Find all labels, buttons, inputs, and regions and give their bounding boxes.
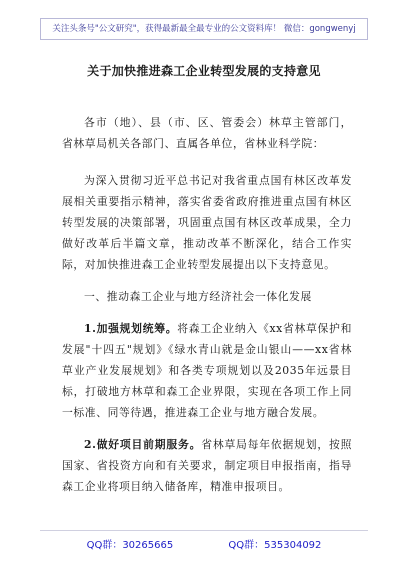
item-1-body: 将森工企业纳入《xx省林草保护和发展"十四五"规划》《绿水青山就是金山银山——xx省林草业产业发展规划》和各类专项规划以及2035年远景目标，打破地方林草和森工企业界限，实现在各项工作上同一标准、同等待遇，推进森工企业与地方融合发展。	[62, 322, 353, 419]
item-1-lead: 1.加强规划统筹。	[84, 322, 178, 335]
footer	[0, 536, 408, 551]
salutation-paragraph: 各市（地）、县（市、区、管委会）林草主管部门，省林草局机关各部门、直属各单位，省林业科学院：	[62, 116, 352, 150]
header-banner: 关注头条号"公文研究"，获得最新最全最专业的公文资料库！ 微信：gongwenyj	[40, 18, 368, 40]
item-1-paragraph	[62, 318, 352, 423]
qq-group-1: QQ群：30265665	[86, 540, 174, 551]
footer-divider	[40, 530, 368, 531]
page-title: 关于加快推进森工企业转型发展的支持意见	[87, 64, 321, 78]
item-2-paragraph	[62, 434, 352, 497]
item-2-lead: 2.做好项目前期服务。	[84, 438, 202, 451]
section-heading: 一、推动森工企业与地方经济社会一体化发展	[84, 290, 312, 303]
item-2-body: 省林草局每年依据规划，按照国家、省投资方向和有关要求，制定项目申报指南，指导森工企业将项目纳入储备库，精准申报项目。	[62, 438, 352, 493]
intro-paragraph: 为深入贯彻习近平总书记对我省重点国有林区改革发展相关重要指示精神，落实省委省政府推进重点国有林区转型发展的决策部署，巩固重点国有林区改革成果，全力做好改革后半篇文章，推动改革不断深化，结合工作实际，对加快推进森工企业转型发展提出以下支持意见。	[62, 174, 352, 271]
qq-group-2: QQ群：535304092	[228, 540, 322, 551]
